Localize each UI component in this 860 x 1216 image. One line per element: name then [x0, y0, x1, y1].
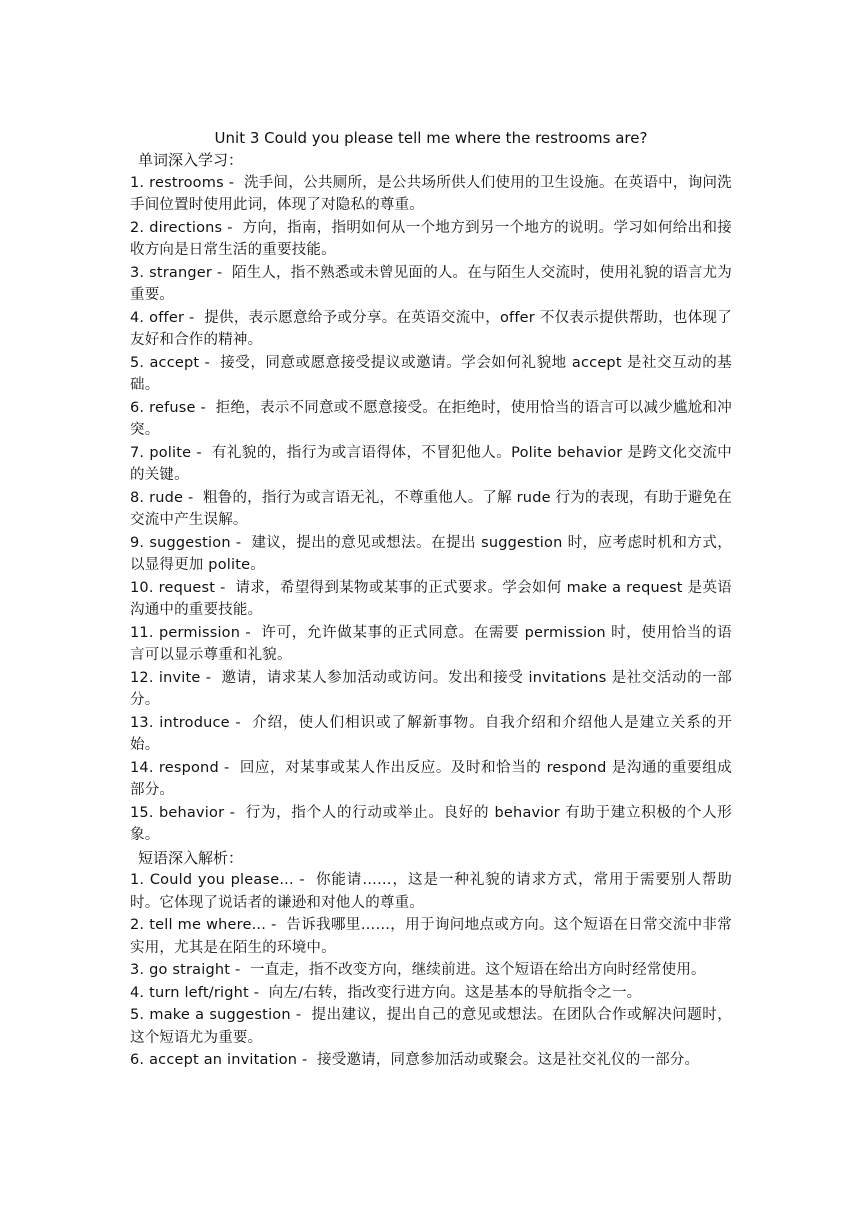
- vocab-item: 9. suggestion - 建议，提出的意见或想法。在提出 suggestion 时，应考虑时机和方式，以显得更加 polite。: [130, 534, 732, 573]
- vocab-item: 14. respond - 回应，对某事或某人作出反应。及时和恰当的 respond 是沟通的重要组成部分。: [130, 759, 732, 798]
- document-page: [130, 127, 732, 1072]
- phrase-list: [130, 869, 732, 1072]
- vocab-item: 11. permission - 许可，允许做某事的正式同意。在需要 permission 时，使用恰当的语言可以显示尊重和礼貌。: [130, 624, 732, 663]
- vocab-list: [130, 172, 732, 847]
- vocab-item: 1. restrooms - 洗手间，公共厕所，是公共场所供人们使用的卫生设施。在英语中，询问洗手间位置时使用此词，体现了对隐私的尊重。: [130, 174, 732, 213]
- vocab-item: 2. directions - 方向，指南，指明如何从一个地方到另一个地方的说明。学习如何给出和接收方向是日常生活的重要技能。: [130, 219, 732, 258]
- vocab-item: 7. polite - 有礼貌的，指行为或言语得体，不冒犯他人。Polite behavior 是跨文化交流中的关键。: [130, 444, 732, 483]
- phrase-item: 4. turn left/right - 向左/右转，指改变行进方向。这是基本的导航指令之一。: [130, 984, 642, 1001]
- vocab-item: 5. accept - 接受，同意或愿意接受提议或邀请。学会如何礼貌地 accept 是社交互动的基础。: [130, 354, 732, 393]
- vocab-item: 13. introduce - 介绍，使人们相识或了解新事物。自我介绍和介绍他人是建立关系的开始。: [130, 714, 732, 753]
- phrase-heading: 短语深入解析：: [138, 848, 244, 867]
- phrase-item: 5. make a suggestion - 提出建议，提出自己的意见或想法。在团队合作或解决问题时，这个短语尤为重要。: [130, 1007, 732, 1046]
- vocab-item: 3. stranger - 陌生人，指不熟悉或未曾见面的人。在与陌生人交流时，使用礼貌的语言尤为重要。: [130, 264, 732, 303]
- vocab-heading: 单词深入学习：: [138, 151, 244, 169]
- vocab-item: 6. refuse - 拒绝，表示不同意或不愿意接受。在拒绝时，使用恰当的语言可以减少尴尬和冲突。: [130, 399, 733, 438]
- phrase-item: 1. Could you please... - 你能请……，这是一种礼貌的请求方式，常用于需要别人帮助时。它体现了说话者的谦逊和对他人的尊重。: [130, 872, 732, 911]
- vocab-item: 4. offer - 提供，表示愿意给予或分享。在英语交流中，offer 不仅表示提供帮助，也体现了友好和合作的精神。: [130, 309, 732, 348]
- phrase-item: 3. go straight - 一直走，指不改变方向，继续前进。这个短语在给出方向时经常使用。: [130, 962, 706, 978]
- vocab-item: 15. behavior - 行为，指个人的行动或举止。良好的 behavior 有助于建立积极的个人形象。: [130, 804, 732, 843]
- document-title: Unit 3 Could you please tell me where the restrooms are?: [214, 129, 648, 147]
- vocab-item: 8. rude - 粗鲁的，指行为或言语无礼，不尊重他人。了解 rude 行为的表现，有助于避免在交流中产生误解。: [130, 489, 732, 528]
- vocab-item: 12. invite - 邀请，请求某人参加活动或访问。发出和接受 invitations 是社交活动的一部分。: [130, 669, 732, 708]
- phrase-item: 6. accept an invitation - 接受邀请，同意参加活动或聚会。这是社交礼仪的一部分。: [130, 1052, 700, 1068]
- vocab-item: 10. request - 请求，希望得到某物或某事的正式要求。学会如何 make a request 是英语沟通中的重要技能。: [130, 579, 732, 618]
- phrase-item: 2. tell me where... - 告诉我哪里……，用于询问地点或方向。这个短语在日常交流中非常实用，尤其是在陌生的环境中。: [130, 917, 733, 956]
